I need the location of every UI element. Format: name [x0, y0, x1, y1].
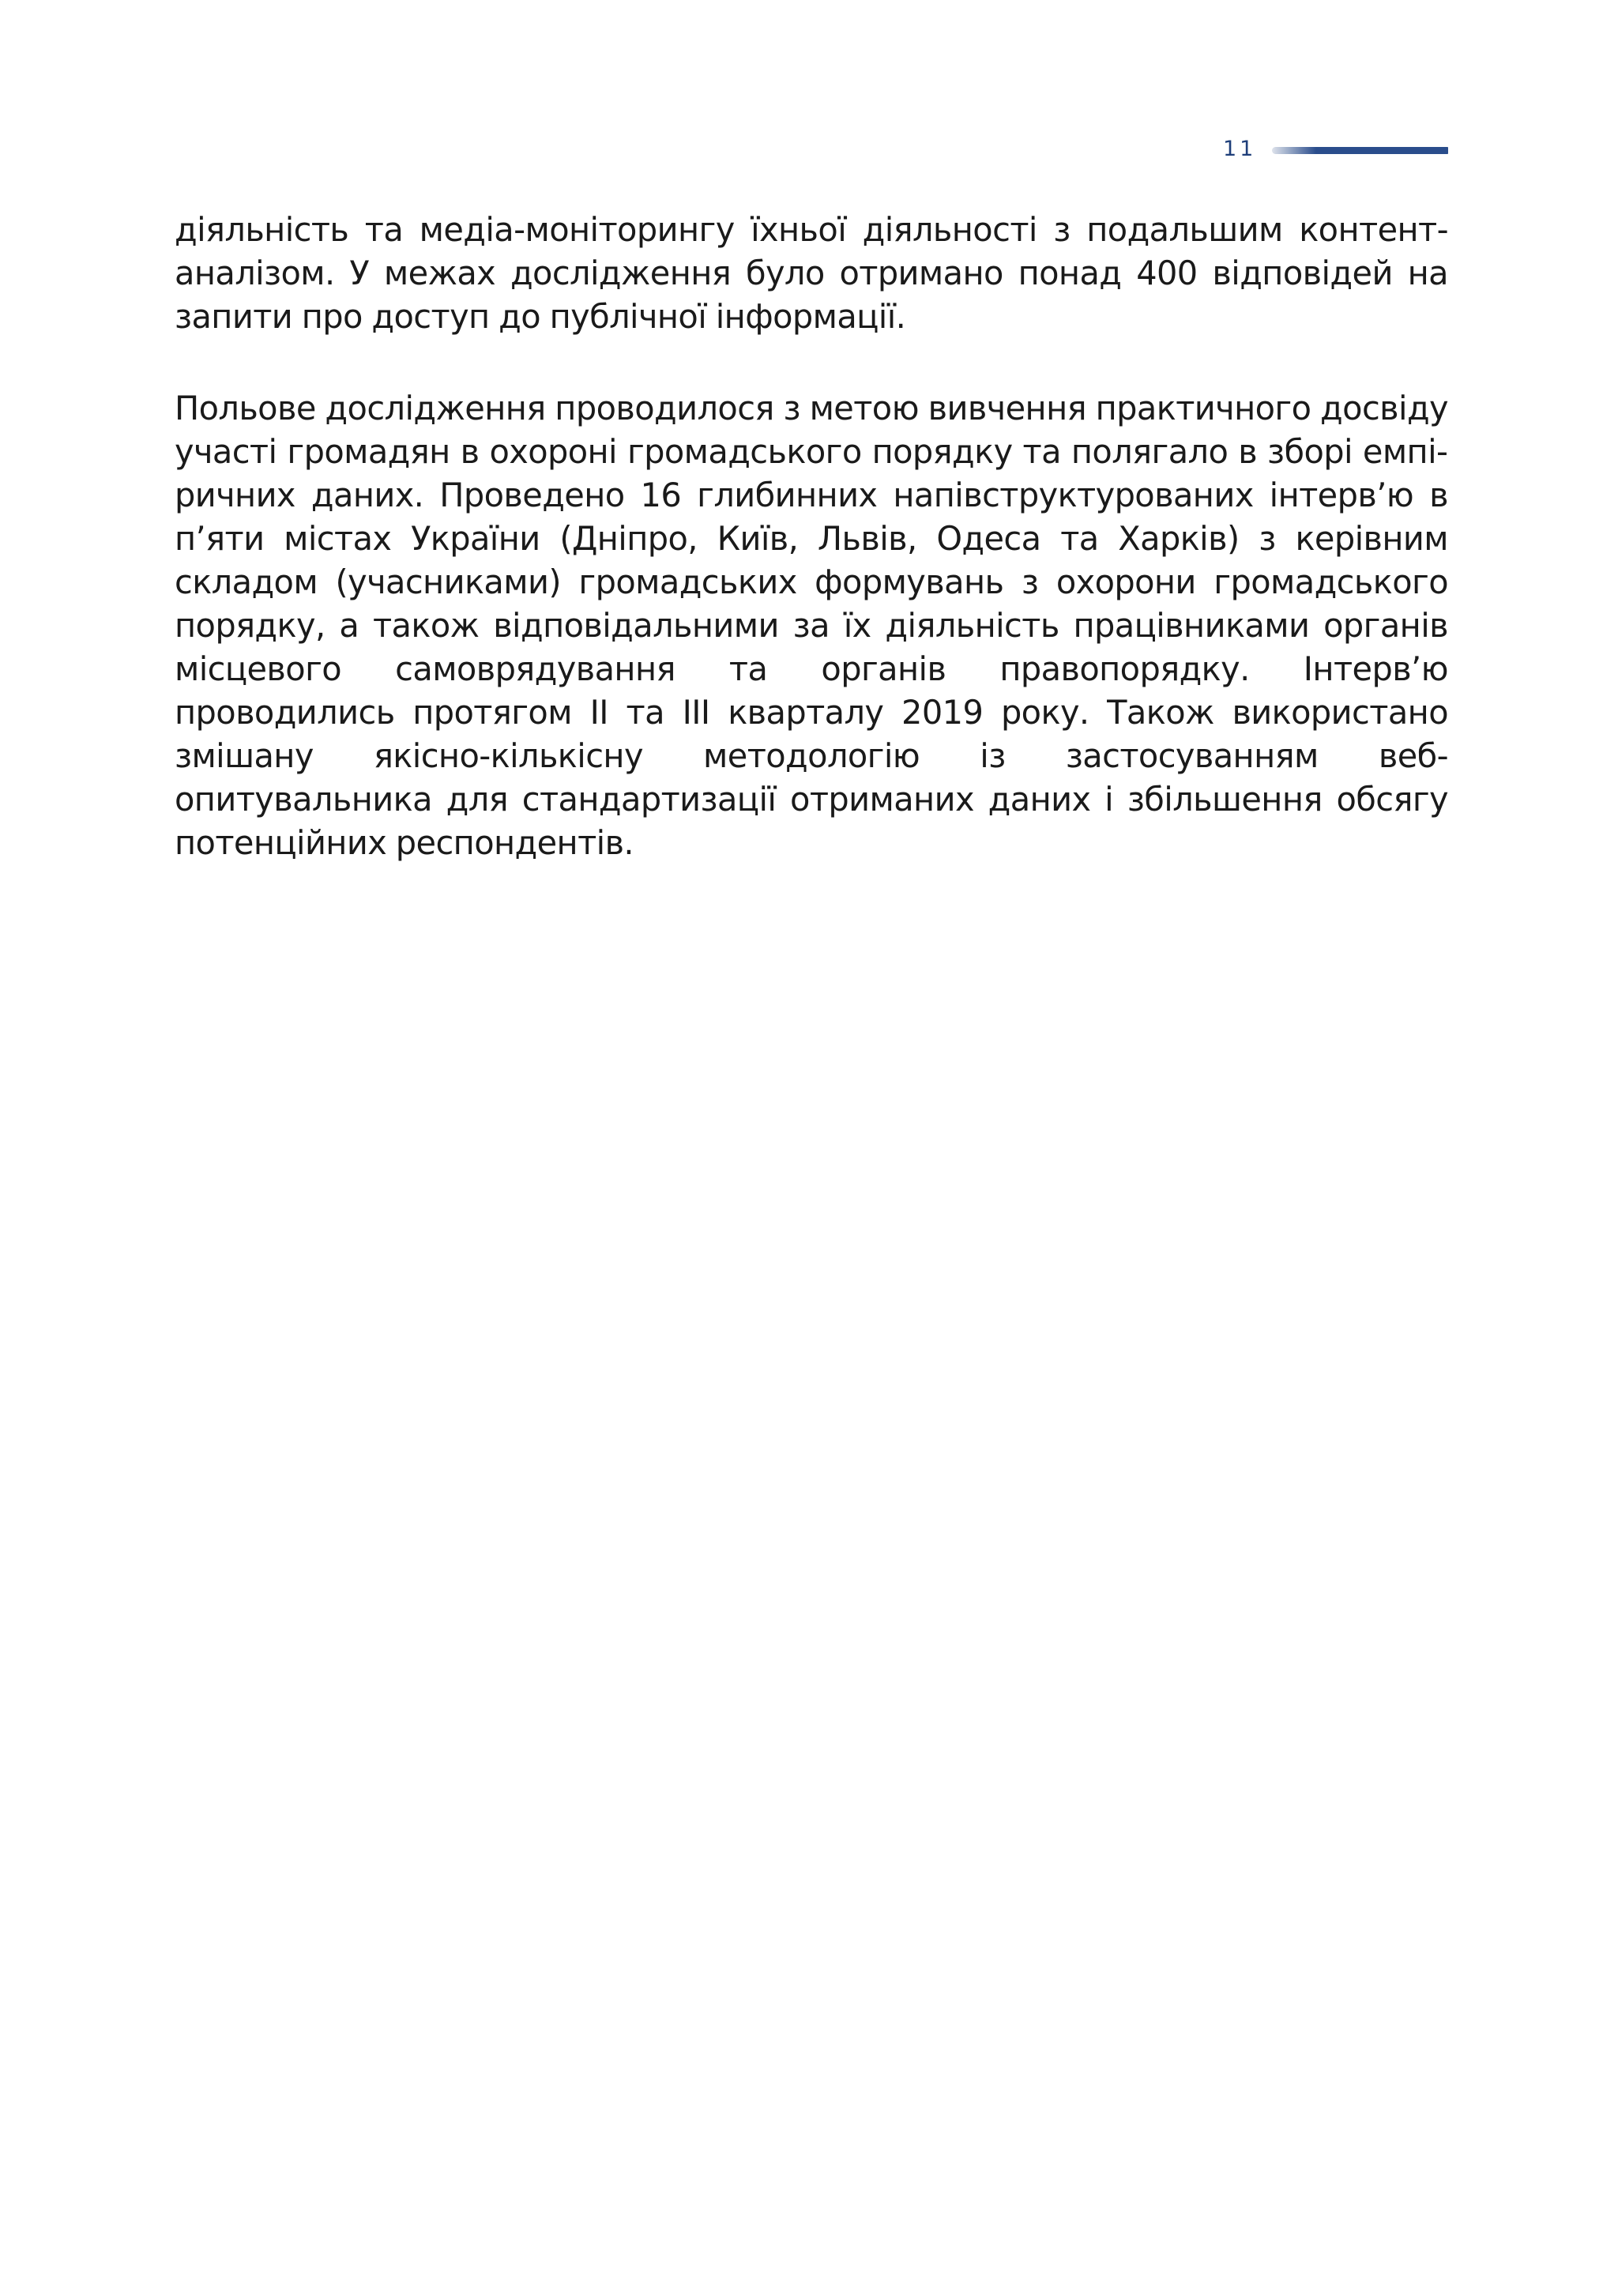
page-header — [0, 0, 1618, 190]
paragraph-methods-continued: діяльність та медіа-моніторингу їхньої діяльності з подальшим контент-аналізом. У межах дослідження було отримано понад 400 відповідей на запити про доступ до публічної інформації. — [175, 210, 1448, 336]
page-number: 11 — [1223, 137, 1257, 161]
header-rule — [1272, 147, 1448, 154]
paragraph-field-research: Польове дослідження проводилося з метою вивчення практичного досвіду участі громадян в охороні громадського порядку та полягало в зборі емпіричних даних. Проведено 16 глибинних напівструктурованих інтерв’ю в п’яти містах України (Дніпро, Київ, Львів, Одеса та Харків) з керівним складом (учасниками) громадських формувань з охорони громадського порядку, а також відповідальними за їх діяльність працівниками органів місцевого самоврядування та органів правопорядку. Інтерв’ю проводились протягом II та III кварталу 2019 року. Також використано змішану якісно-кількісну методологію із застосуванням веб-опитувальника для стандартизації отриманих даних і збільшення обсягу потенційних респондентів. — [175, 389, 1448, 862]
document-body — [175, 208, 1448, 864]
